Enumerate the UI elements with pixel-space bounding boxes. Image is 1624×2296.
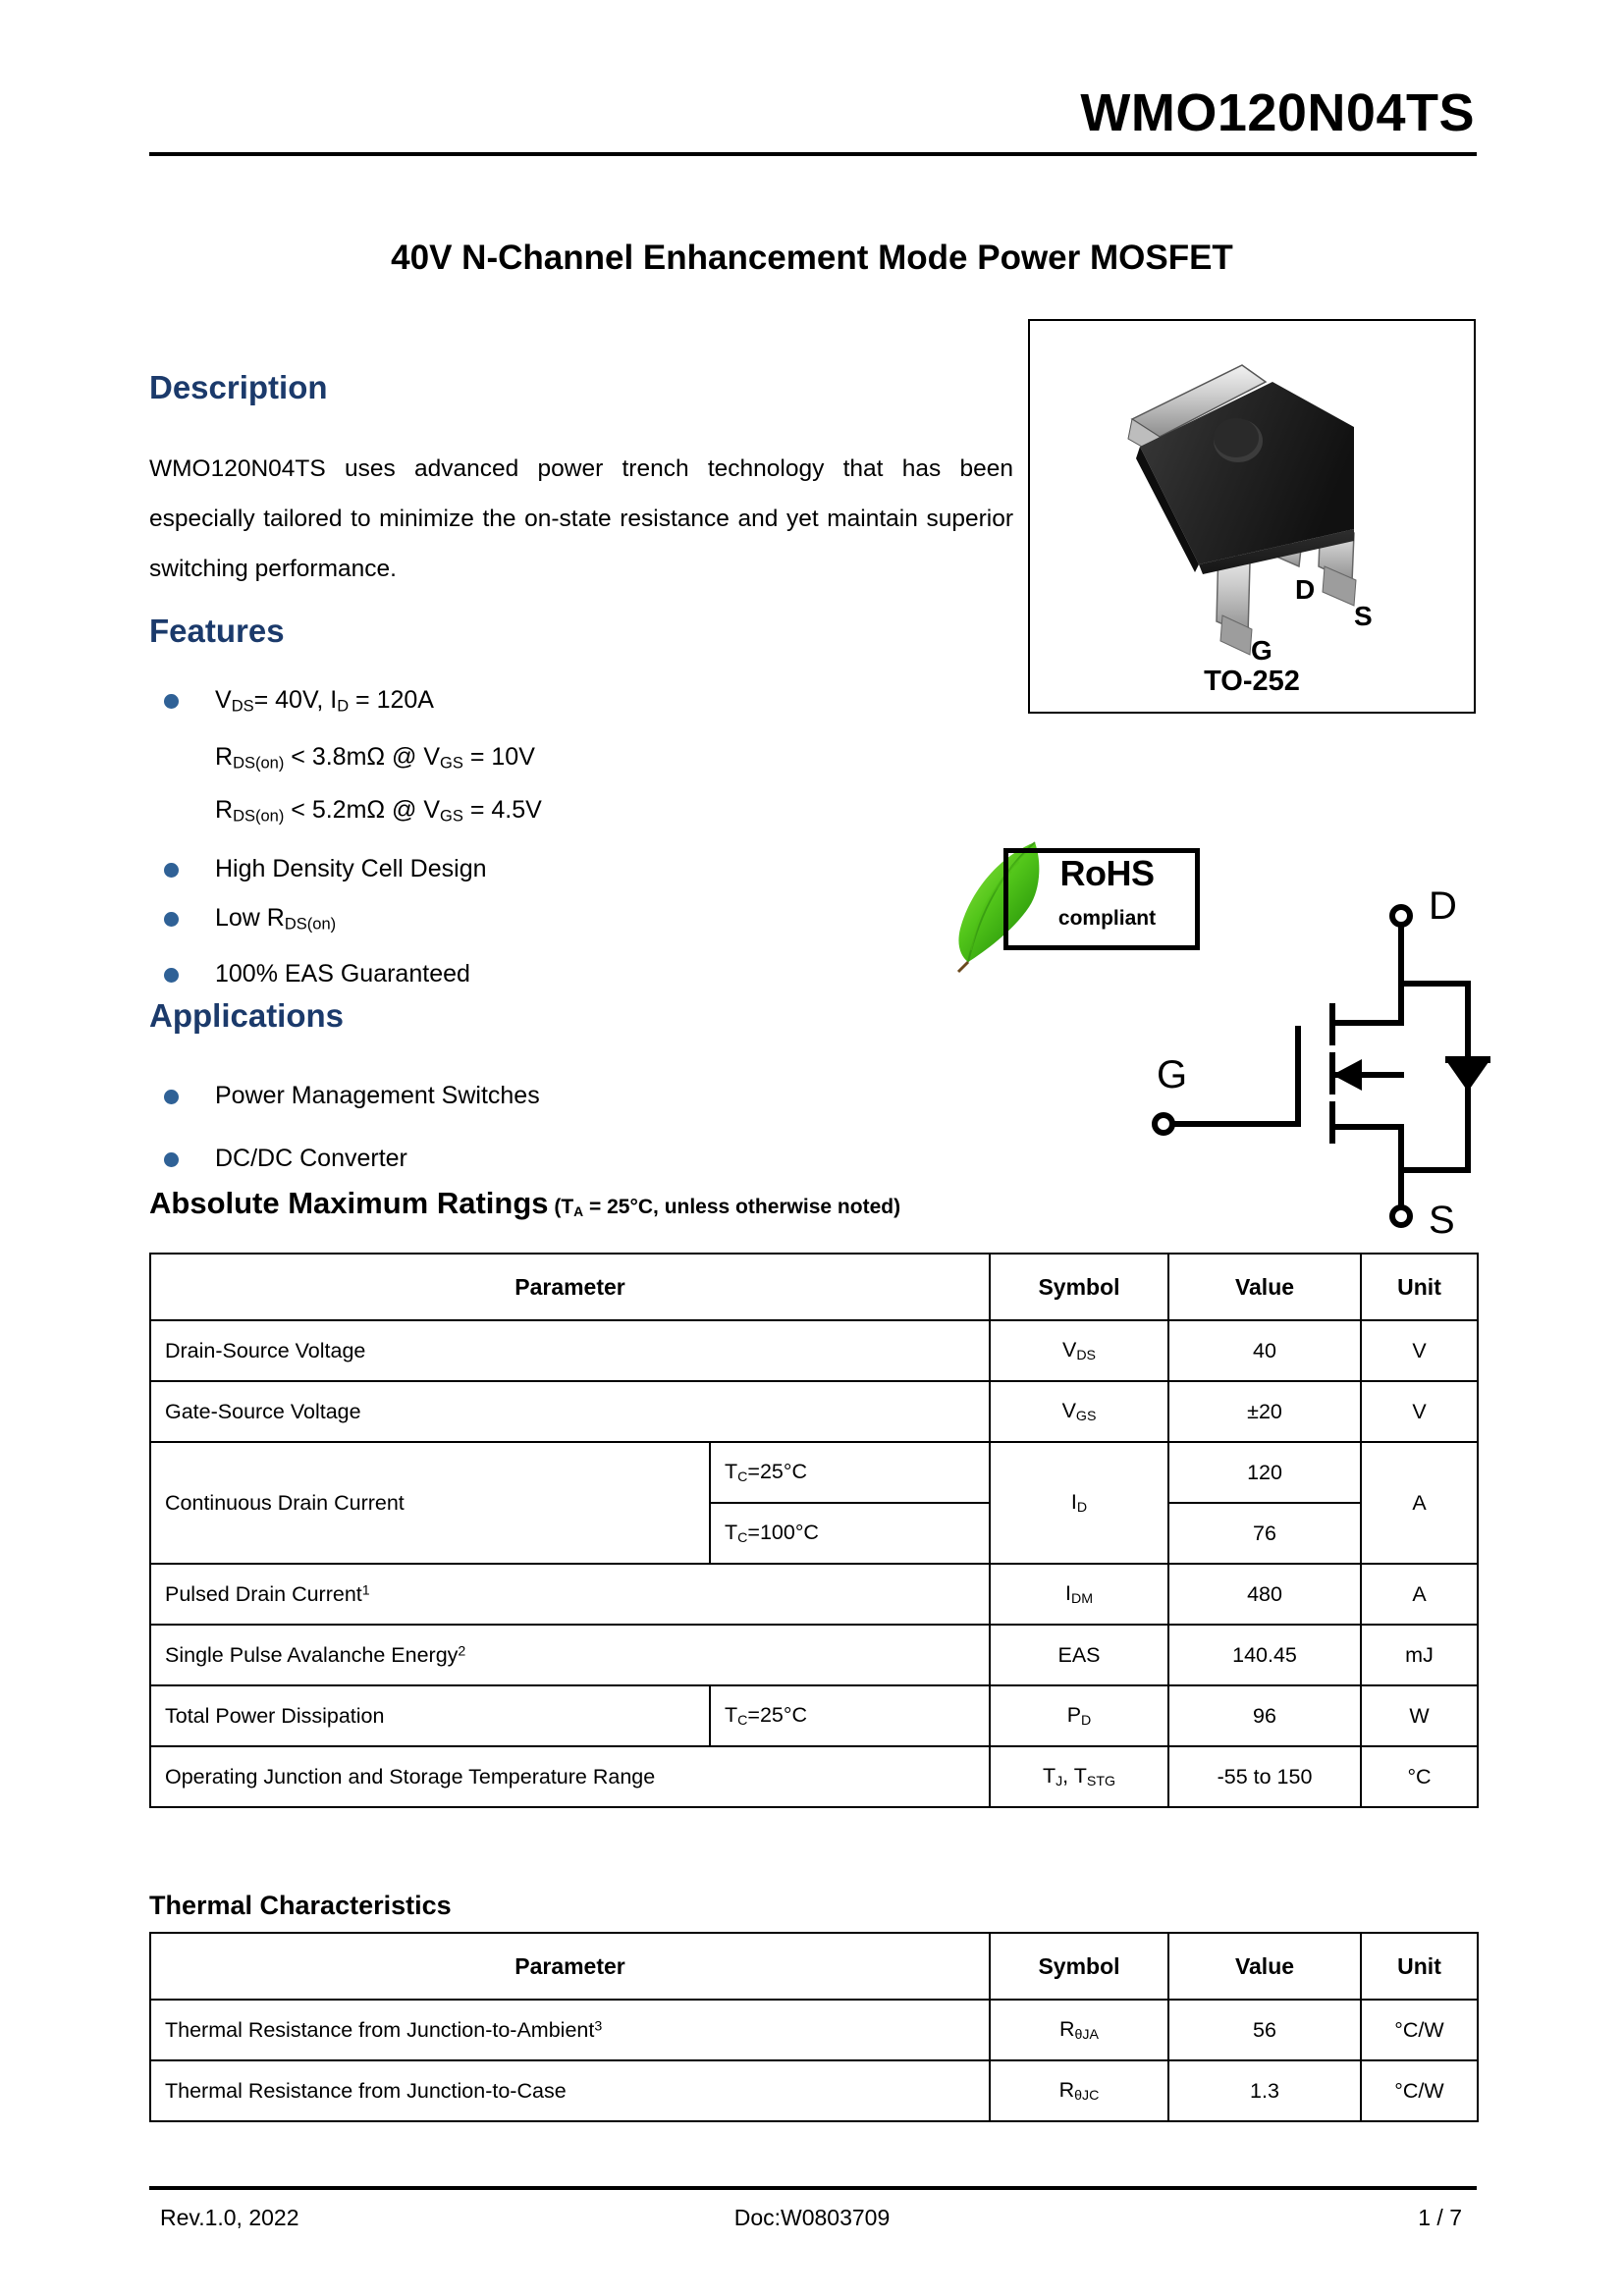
cell-unit: V — [1361, 1320, 1478, 1381]
thermal-characteristics-heading: Thermal Characteristics — [149, 1891, 452, 1920]
package-pin-g-label: G — [1251, 635, 1272, 666]
cell-symbol: $I_D$ — [990, 1442, 1168, 1564]
cell-value: ±20 — [1168, 1381, 1361, 1442]
abs-max-ratings-title: Absolute Maximum Ratings — [149, 1186, 549, 1220]
abs-max-ratings-table — [149, 1253, 1479, 1808]
application-label: Power Management Switches — [215, 1082, 540, 1109]
cell-unit: A — [1361, 1442, 1478, 1564]
footer-revision: Rev.1.0, 2022 — [160, 2205, 299, 2230]
description-heading: Description — [149, 369, 328, 405]
cell-condition: $T_C=25^\circ C$ — [710, 1442, 990, 1503]
table-row — [150, 1564, 1478, 1625]
cell-unit: °C/W — [1361, 2000, 1478, 2060]
description-text: WMO120N04TS uses advanced power trench technology that has been especially tailored to minimize the on-state resistance and yet maintain superior switching performance. — [149, 455, 1013, 582]
footer-page-number: 1 / 7 — [1418, 2205, 1462, 2230]
cell-value: 1.3 — [1168, 2060, 1361, 2121]
cell-parameter: Total Power Dissipation — [150, 1685, 710, 1746]
cell-symbol: $I_{DM}$ — [990, 1564, 1168, 1625]
table-row — [150, 2060, 1478, 2121]
cell-parameter: Continuous Drain Current — [150, 1442, 710, 1564]
table-row — [150, 2000, 1478, 2060]
table-header-row — [150, 1933, 1478, 2000]
cell-parameter: Thermal Resistance from Junction-to-Case — [150, 2060, 990, 2121]
rohs-subtitle: compliant — [1057, 907, 1157, 930]
features-list — [149, 677, 964, 1000]
bullet-icon — [164, 1152, 179, 1167]
cell-symbol: EAS — [990, 1625, 1168, 1685]
schematic-source-label: S — [1429, 1199, 1455, 1242]
feature-label: 100% EAS Guaranteed — [215, 959, 470, 988]
bullet-icon — [164, 1090, 179, 1104]
col-unit: Unit — [1361, 1933, 1478, 2000]
feature-label: High Density Cell Design — [215, 854, 487, 882]
cell-parameter: Pulsed Drain Current$^1$ — [150, 1564, 990, 1625]
abs-max-ratings-heading — [149, 1186, 900, 1221]
cell-condition: $T_C=25^\circ C$ — [710, 1685, 990, 1746]
applications-heading: Applications — [149, 997, 345, 1034]
features-heading: Features — [149, 613, 285, 649]
cell-value: 76 — [1168, 1503, 1361, 1564]
cell-unit: A — [1361, 1564, 1478, 1625]
cell-parameter: Single Pulse Avalanche Energy$^2$ — [150, 1625, 990, 1685]
cell-value: 56 — [1168, 2000, 1361, 2060]
table-row — [150, 1320, 1478, 1381]
cell-unit: V — [1361, 1381, 1478, 1442]
feature-rdson-10v: $R_{DS(on)} < 3.8m\Omega$ @ $V_{GS} = 10V$ — [215, 742, 535, 773]
cell-symbol: $V_{DS}$ — [990, 1320, 1168, 1381]
application-label: DC/DC Converter — [215, 1145, 407, 1172]
cell-value: 120 — [1168, 1442, 1361, 1503]
bullet-icon — [164, 912, 179, 927]
schematic-drain-label: D — [1429, 884, 1457, 928]
list-item — [149, 846, 964, 891]
col-value: Value — [1168, 1254, 1361, 1320]
package-pin-d-label: D — [1295, 574, 1316, 605]
footer-divider — [149, 2186, 1477, 2190]
list-item — [149, 677, 964, 729]
cell-symbol: $R_{\theta JA}$ — [990, 2000, 1168, 2060]
footer-doc-number: Doc:W0803709 — [733, 2205, 891, 2230]
cell-value: 480 — [1168, 1564, 1361, 1625]
list-item — [149, 895, 964, 947]
col-parameter: Parameter — [150, 1254, 990, 1320]
table-row — [150, 1381, 1478, 1442]
list-item — [149, 1066, 895, 1125]
col-value: Value — [1168, 1933, 1361, 2000]
schematic-gate-label: G — [1157, 1053, 1188, 1096]
cell-unit: mJ — [1361, 1625, 1478, 1685]
rohs-title: RoHS — [1059, 853, 1155, 893]
cell-unit: W — [1361, 1685, 1478, 1746]
header-divider — [149, 152, 1477, 156]
mosfet-schematic-symbol — [1129, 874, 1522, 1252]
cell-parameter: Thermal Resistance from Junction-to-Ambient$^3$ — [150, 2000, 990, 2060]
page-subtitle: 40V N-Channel Enhancement Mode Power MOSFET — [391, 239, 1233, 277]
cell-condition: $T_C=100^\circ C$ — [710, 1503, 990, 1564]
feature-low-rdson: Low $R_{DS(on)}$ — [215, 903, 337, 934]
applications-list — [149, 1066, 895, 1192]
bullet-icon — [164, 694, 179, 709]
thermal-characteristics-table — [149, 1932, 1479, 2122]
package-photo-box — [1028, 319, 1476, 714]
cell-symbol: $T_J$, $T_{STG}$ — [990, 1746, 1168, 1807]
table-row — [150, 1625, 1478, 1685]
page-title: WMO120N04TS — [1080, 83, 1475, 142]
bullet-icon — [164, 968, 179, 983]
feature-rdson-45v: $R_{DS(on)} < 5.2m\Omega$ @ $V_{GS} = 4.5V$ — [215, 796, 542, 826]
package-pin-s-label: S — [1354, 601, 1373, 631]
cell-unit: °C/W — [1361, 2060, 1478, 2121]
cell-parameter: Gate-Source Voltage — [150, 1381, 990, 1442]
cell-parameter: Operating Junction and Storage Temperature Range — [150, 1746, 990, 1807]
cell-symbol: $V_{GS}$ — [990, 1381, 1168, 1442]
bullet-icon — [164, 863, 179, 878]
cell-value: 140.45 — [1168, 1625, 1361, 1685]
cell-symbol: $R_{\theta JC}$ — [990, 2060, 1168, 2121]
table-row — [150, 1685, 1478, 1746]
cell-symbol: $P_D$ — [990, 1685, 1168, 1746]
table-header-row — [150, 1254, 1478, 1320]
col-symbol: Symbol — [990, 1933, 1168, 2000]
cell-parameter: Drain-Source Voltage — [150, 1320, 990, 1381]
cell-value: 96 — [1168, 1685, 1361, 1746]
col-parameter: Parameter — [150, 1933, 990, 2000]
cell-unit: °C — [1361, 1746, 1478, 1807]
feature-vds-id: $V_{DS}= 40V$, $I_D = 120A$ — [215, 686, 434, 716]
abs-max-ratings-note: ($T_A = 25^\circ C$, unless otherwise noted) — [548, 1196, 901, 1220]
table-row — [150, 1442, 1478, 1503]
col-unit: Unit — [1361, 1254, 1478, 1320]
cell-value: 40 — [1168, 1320, 1361, 1381]
col-symbol: Symbol — [990, 1254, 1168, 1320]
list-item — [149, 1129, 895, 1188]
list-item — [149, 951, 964, 996]
cell-value: -55 to 150 — [1168, 1746, 1361, 1807]
package-name-label: TO-252 — [1204, 666, 1300, 697]
table-row — [150, 1746, 1478, 1807]
